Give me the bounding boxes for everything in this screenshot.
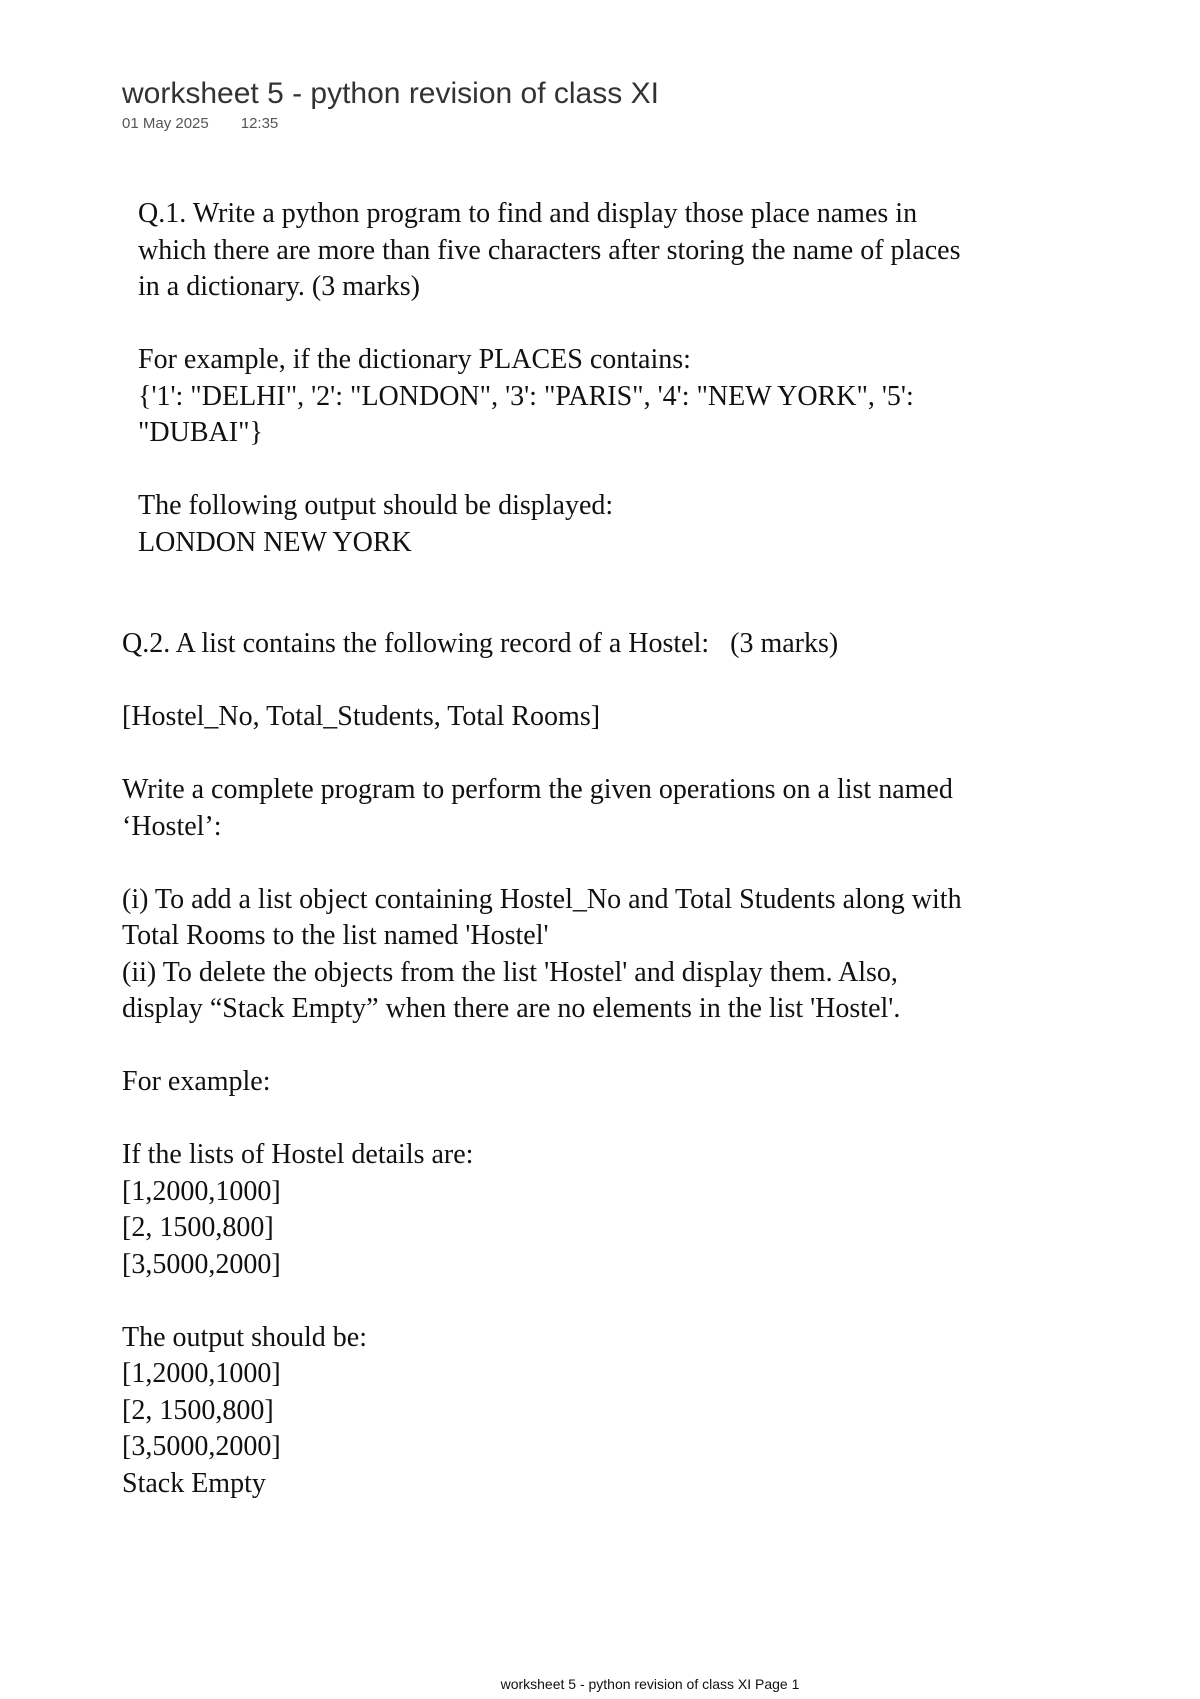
question-1 [138, 196, 1188, 561]
q1-example-intro: For example, if the dictionary PLACES contains: [138, 344, 691, 375]
q2-output-intro: The output should be: [122, 1321, 367, 1353]
q2-op-line: display “Stack Empty” when there are no elements in the list 'Hostel'. [122, 993, 901, 1024]
page-footer: worksheet 5 - python revision of class XI Page 1 [500, 1676, 800, 1692]
q1-text-line: which there are more than five characters after storing the name of places [138, 234, 961, 266]
q2-task-line: ‘Hostel’: [122, 810, 222, 842]
q2-details-intro: If the lists of Hostel details are: [122, 1139, 474, 1170]
q1-example-line: "DUBAI"} [138, 417, 263, 448]
page-time: 12:35 [240, 115, 279, 132]
question-2 [122, 626, 1188, 1502]
page-title: worksheet 5 - python revision of class XI [122, 77, 659, 110]
q2-detail-line: [3,5000,2000] [122, 1248, 281, 1280]
q2-op-line: (i) To add a list object containing Hostel_No and Total Students along with [122, 883, 962, 915]
q2-output-line: Stack Empty [122, 1467, 266, 1499]
q2-output-line: [3,5000,2000] [122, 1431, 281, 1462]
q1-output-intro: The following output should be displayed: [138, 490, 614, 521]
q2-detail-line: [2, 1500,800] [122, 1212, 274, 1243]
q1-text-line: Q.1. Write a python program to find and display those place names in [138, 198, 918, 229]
q2-task-line: Write a complete program to perform the given operations on a list named [122, 774, 953, 805]
q1-output: LONDON NEW YORK [138, 526, 412, 558]
q2-op-line: Total Rooms to the list named 'Hostel' [122, 920, 549, 951]
q1-example-line: {'1': "DELHI", '2': "LONDON", '3': "PARIS", '4': "NEW YORK", '5': [138, 380, 914, 412]
q2-for-example: For example: [122, 1066, 271, 1097]
q2-detail-line: [1,2000,1000] [122, 1175, 281, 1207]
q2-output-line: [2, 1500,800] [122, 1394, 274, 1426]
page-date: 01 May 2025 [122, 115, 209, 132]
q2-op-line: (ii) To delete the objects from the list 'Hostel' and display them. Also, [122, 956, 898, 988]
page-header [122, 76, 659, 134]
q2-heading: Q.2. A list contains the following record of a Hostel: (3 marks) [122, 628, 839, 659]
page-meta [122, 114, 659, 134]
q2-record: [Hostel_No, Total_Students, Total Rooms] [122, 701, 601, 732]
q2-output-line: [1,2000,1000] [122, 1358, 281, 1389]
q1-text-line: in a dictionary. (3 marks) [138, 271, 420, 302]
